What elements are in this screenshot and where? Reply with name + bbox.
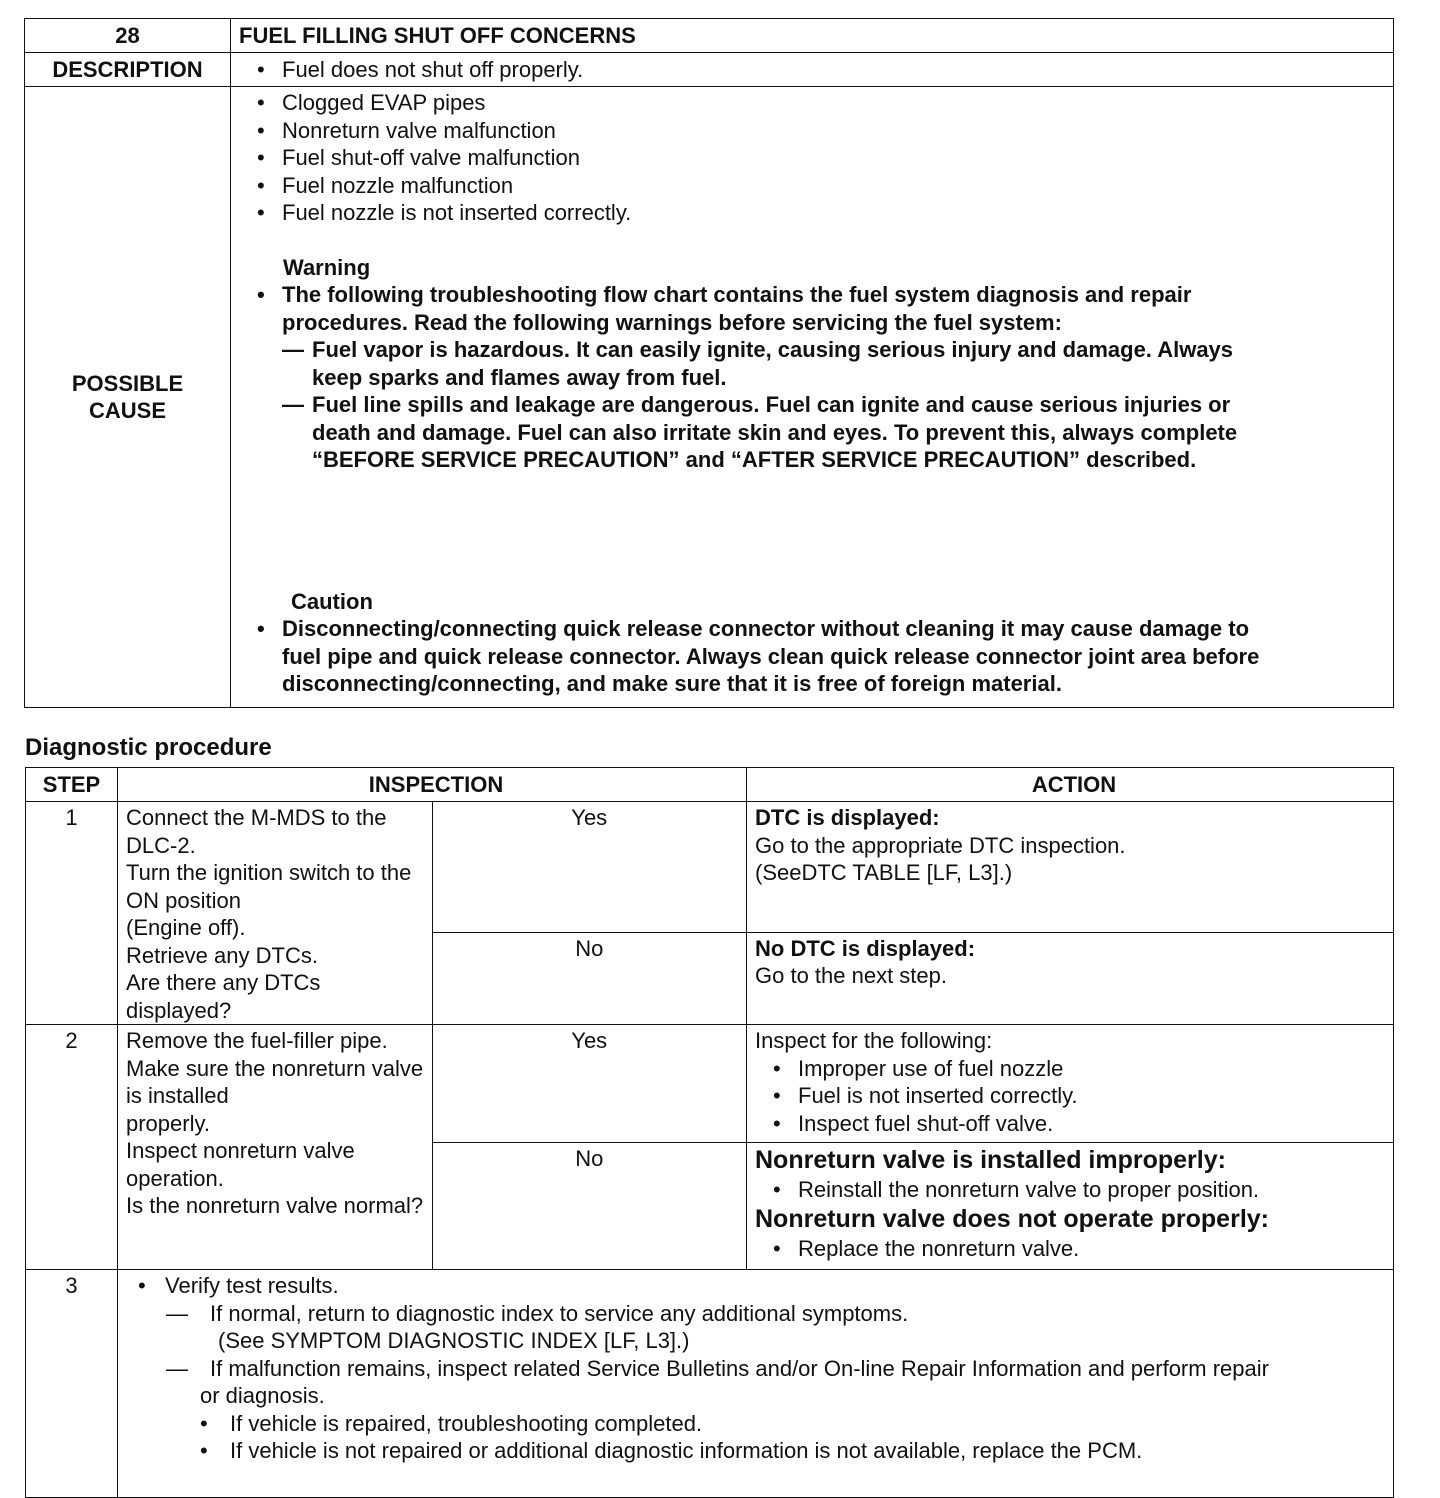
step3-subitem: • If vehicle is not repaired or additional diagnostic information is not available, replace the PCM.	[130, 1437, 1393, 1465]
step3-line: (See SYMPTOM DIAGNOSTIC INDEX [LF, L3].)	[218, 1328, 690, 1353]
step3-subitem: • If vehicle is repaired, troubleshooting completed.	[130, 1410, 1393, 1438]
action-list	[755, 1176, 1393, 1204]
inspection-line: properly.	[126, 1110, 210, 1136]
cause-item: • Clogged EVAP pipes	[239, 89, 1393, 117]
dash-mark: —	[166, 1300, 188, 1326]
action-title: DTC is displayed:	[755, 805, 940, 830]
no-label: No	[432, 1143, 747, 1270]
step2-inspection	[118, 1025, 433, 1270]
description-cell	[231, 53, 1394, 87]
step3-dash-normal	[130, 1300, 1393, 1328]
action-title: No DTC is displayed:	[755, 935, 976, 961]
possible-cause-label-line1: POSSIBLE	[71, 371, 184, 396]
warning-line: procedures. Read the following warnings before servicing the fuel system:	[282, 309, 1062, 335]
action-title: Nonreturn valve is installed improperly:	[755, 1146, 1226, 1174]
step2-yes-action	[747, 1025, 1394, 1143]
inspection-line: Is the nonreturn valve normal?	[126, 1193, 424, 1218]
action-line: (SeeDTC TABLE [LF, L3].)	[755, 860, 1013, 885]
warning-subitem-vapor	[282, 336, 1393, 391]
cause-item: • Nonreturn valve malfunction	[239, 117, 1393, 145]
step3-bullet: • Verify test results.	[130, 1272, 1393, 1300]
inspection-line: Turn the ignition switch to the ON position	[126, 860, 412, 913]
inspection-line: Connect the M-MDS to the DLC-2.	[126, 805, 387, 858]
action-item: • Fuel is not inserted correctly.	[755, 1082, 1393, 1110]
concern-table	[24, 18, 1394, 708]
warning-subitem-leakage	[282, 391, 1393, 474]
action-list	[755, 1055, 1393, 1138]
cause-item: • Fuel nozzle malfunction	[239, 172, 1393, 200]
step3-line: If normal, return to diagnostic index to service any additional symptoms.	[210, 1300, 909, 1326]
caution-line: • Disconnecting/connecting quick release connector without cleaning it may cause damage to	[282, 616, 1250, 641]
action-item: • Replace the nonreturn valve.	[755, 1235, 1393, 1263]
yes-label: Yes	[432, 1025, 747, 1143]
step3-content	[118, 1270, 1394, 1498]
warning-line: • The following troubleshooting flow chart contains the fuel system diagnosis and repair	[282, 282, 1192, 307]
action-item: • Improper use of fuel nozzle	[755, 1055, 1393, 1083]
warning-line: keep sparks and flames away from fuel.	[312, 364, 727, 390]
diagnostic-procedure-heading: Diagnostic procedure	[25, 734, 272, 761]
inspection-line: Remove the fuel-filler pipe.	[126, 1028, 388, 1053]
description-label: DESCRIPTION	[25, 53, 231, 87]
action-list	[755, 1235, 1393, 1263]
possible-cause-label	[25, 87, 231, 708]
action-line: Inspect for the following:	[755, 1028, 993, 1053]
caution-line: disconnecting/connecting, and make sure that it is free of foreign material.	[282, 671, 1062, 696]
action-item: • Inspect fuel shut-off valve.	[755, 1110, 1393, 1138]
warning-title: Warning	[283, 254, 371, 280]
caution-title: Caution	[291, 588, 373, 614]
step-number: 3	[26, 1270, 118, 1498]
warning-line: death and damage. Fuel can also irritate skin and eyes. To prevent this, always complete	[312, 419, 1238, 445]
cause-list	[239, 89, 1393, 227]
yes-label: Yes	[432, 802, 747, 933]
warning-list	[239, 281, 1393, 474]
dash-mark: —	[166, 1355, 188, 1381]
inspection-line: Retrieve any DTCs.	[126, 942, 318, 968]
action-line: Go to the appropriate DTC inspection.	[755, 832, 1126, 858]
warning-item	[239, 281, 1393, 474]
step1-no-action	[747, 932, 1394, 1024]
warning-line: Fuel line spills and leakage are dangerous. Fuel can ignite and cause serious injuries or	[312, 392, 1231, 417]
diagnostic-table	[25, 767, 1394, 1498]
step1-inspection	[118, 802, 433, 1025]
caution-item	[239, 615, 1393, 698]
step-number: 2	[26, 1025, 118, 1270]
cause-item: • Fuel shut-off valve malfunction	[239, 144, 1393, 172]
caution-line: fuel pipe and quick release connector. Always clean quick release connector joint area before	[282, 643, 1260, 669]
caution-list	[239, 615, 1393, 698]
warning-line: “BEFORE SERVICE PRECAUTION” and “AFTER SERVICE PRECAUTION” described.	[312, 447, 1197, 472]
dash-mark: —	[282, 392, 304, 417]
step3-dash-malfunction	[130, 1355, 1393, 1383]
action-line: Go to the next step.	[755, 963, 948, 989]
concern-title: FUEL FILLING SHUT OFF CONCERNS	[231, 19, 1394, 53]
possible-cause-label-line2: CAUSE	[88, 398, 166, 423]
step3-line: If malfunction remains, inspect related Service Bulletins and/or On-line Repair Information and perform repair	[210, 1355, 1269, 1381]
inspection-line: Inspect nonreturn valve operation.	[126, 1138, 355, 1191]
possible-cause-cell	[231, 87, 1394, 708]
dash-mark: —	[282, 337, 304, 362]
inspection-line: Make sure the nonreturn valve is installed	[126, 1055, 424, 1108]
description-text: • Fuel does not shut off properly.	[239, 53, 1393, 86]
step1-yes-action	[747, 802, 1394, 933]
warning-line: Fuel vapor is hazardous. It can easily ignite, causing serious injury and damage. Always	[312, 337, 1234, 362]
no-label: No	[432, 932, 747, 1024]
header-action: ACTION	[747, 768, 1394, 802]
concern-number: 28	[25, 19, 231, 53]
cause-item: • Fuel nozzle is not inserted correctly.	[239, 199, 1393, 227]
inspection-line: Are there any DTCs displayed?	[126, 970, 321, 1023]
header-step: STEP	[26, 768, 118, 802]
inspection-line: (Engine off).	[126, 915, 246, 940]
action-item: • Reinstall the nonreturn valve to proper position.	[755, 1176, 1393, 1204]
step2-no-action	[747, 1143, 1394, 1270]
action-title: Nonreturn valve does not operate properly:	[755, 1204, 1269, 1233]
step3-line: or diagnosis.	[200, 1383, 325, 1408]
step-number: 1	[26, 802, 118, 1025]
header-inspection: INSPECTION	[118, 768, 747, 802]
